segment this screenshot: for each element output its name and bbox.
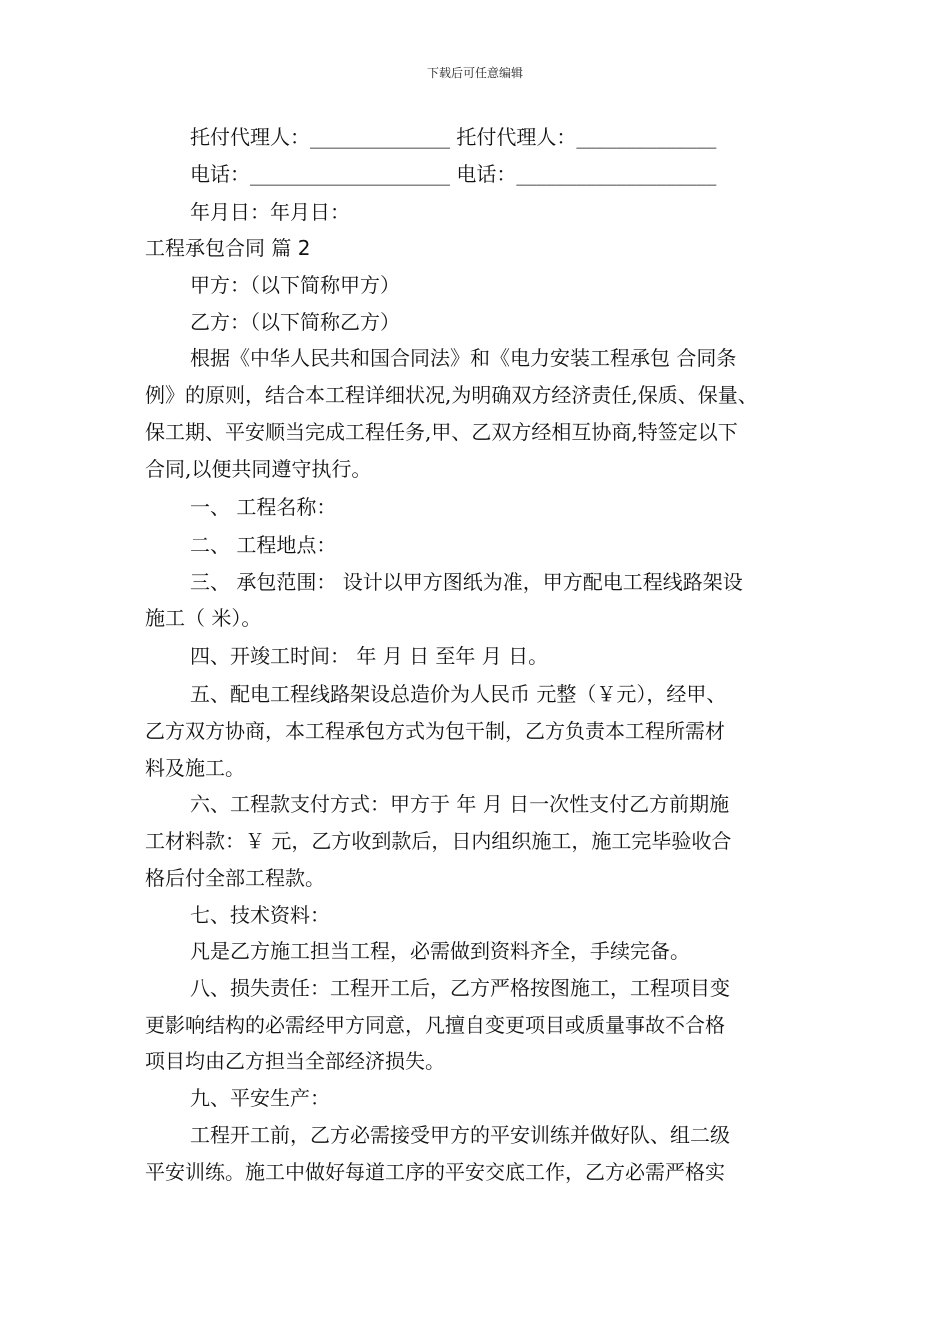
clause-line: 施工（ 米）。 [145,606,262,630]
date-line: 年月日：年月日： [190,200,350,224]
clause-line: 格后付全部工程款。 [145,866,325,890]
clause-4: 四、开竣工时间： 年 月 日 至年 月 日。 [190,644,549,668]
clause-7-title: 七、技术资料： [190,903,330,927]
clause-line: 项目均由乙方担当全部经济损失。 [145,1049,445,1073]
clause-line: 更影响结构的必需经甲方同意，凡擅自变更项目或质量事故不合格 [145,1013,725,1037]
clause-line: 八、损失责任：工程开工后，乙方严格按图施工，工程项目变 [190,976,730,1000]
party-a: 甲方：（以下简称甲方） [190,273,400,297]
clause-line: 乙方双方协商，本工程承包方式为包干制，乙方负责本工程所需材 [145,719,725,743]
clause-line: 平安训练。施工中做好每道工序的平安交底工作，乙方必需严格实 [145,1160,725,1184]
clause-line: 五、配电工程线路架设总造价为人民币 元整（￥元），经甲、 [190,682,727,706]
clause-line: 工材料款：￥ 元，乙方收到款后，日内组织施工，施工完毕验收合 [145,829,732,853]
page-header-note: 下载后可任意编辑 [426,66,523,80]
clause-2: 二、 工程地点： [190,533,337,557]
preamble-line: 例》的原则，结合本工程详细状况,为明确双方经济责任,保质、保量、 [145,383,758,407]
clause-9-title: 九、平安生产： [190,1086,330,1110]
contract-title: 工程承包合同 篇 2 [145,236,311,260]
phone-line: 电话：____________________ 电话：____________________ [190,162,717,186]
preamble-line: 保工期、平安顺当完成工程任务,甲、乙双方经相互协商,特签定以下 [145,420,738,444]
clause-7-body: 凡是乙方施工担当工程，必需做到资料齐全，手续完备。 [190,939,690,963]
clause-line: 六、工程款支付方式：甲方于 年 月 日一次性支付乙方前期施 [190,792,730,816]
clause-1: 一、 工程名称： [190,495,337,519]
clause-line: 三、 承包范围： 设计以甲方图纸为准，甲方配电工程线路架设 [190,570,743,594]
preamble-line: 合同,以便共同遵守执行。 [145,457,372,481]
clause-line: 料及施工。 [145,756,245,780]
party-b: 乙方：（以下简称乙方） [190,310,400,334]
preamble-line: 根据《中华人民共和国合同法》和《电力安装工程承包 合同条 [190,346,737,370]
clause-line: 工程开工前，乙方必需接受甲方的平安训练并做好队、组二级 [190,1123,730,1147]
agent-line: 托付代理人：______________ 托付代理人：______________ [190,125,717,149]
